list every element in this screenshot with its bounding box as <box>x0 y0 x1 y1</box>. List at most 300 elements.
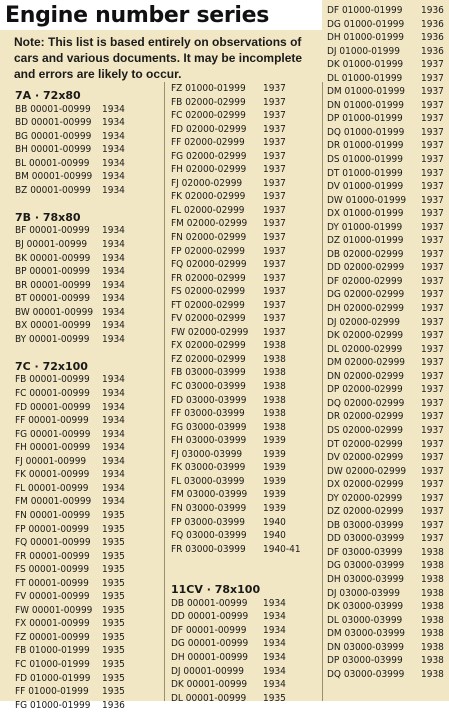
series-year: 1937 <box>263 232 286 244</box>
series-year: 1937 <box>421 154 444 166</box>
engine-number-range: FL 00001-00999 <box>15 482 89 494</box>
engine-number-range: FF 03000-03999 <box>171 408 245 420</box>
series-row <box>15 306 125 320</box>
series-row <box>15 224 125 238</box>
series-row <box>15 617 125 631</box>
series-year: 1940 <box>263 516 286 528</box>
engine-number-range: DV 02000-02999 <box>327 452 404 464</box>
engine-number-range: FF 00001-00999 <box>15 415 89 427</box>
series-row <box>15 495 125 509</box>
series-row <box>171 692 286 706</box>
series-row <box>15 252 125 266</box>
engine-number-range: DK 00001-00999 <box>171 679 248 691</box>
series-year: 1937 <box>421 533 444 545</box>
series-row <box>15 644 125 658</box>
series-row <box>15 590 125 604</box>
series-year: 1939 <box>263 502 286 514</box>
series-year: 1937 <box>421 452 444 464</box>
series-year: 1936 <box>102 699 125 711</box>
series-year: 1934 <box>102 117 125 129</box>
engine-number-range: FL 03000-03999 <box>171 475 245 487</box>
series-year: 1937 <box>263 204 286 216</box>
engine-number-range: BL 00001-00999 <box>15 157 90 169</box>
series-year: 1934 <box>263 679 286 691</box>
engine-number-range: FP 02000-02999 <box>171 245 245 257</box>
series-year: 1935 <box>102 672 125 684</box>
series-year: 1937 <box>263 299 286 311</box>
series-year: 1937 <box>421 397 444 409</box>
series-row <box>15 116 125 130</box>
engine-number-range: FT 02000-02999 <box>171 299 245 311</box>
engine-number-range: DL 01000-01999 <box>327 72 403 84</box>
series-row <box>15 319 125 333</box>
series-row <box>171 678 286 692</box>
engine-type-heading: 7A · 72x80 <box>15 89 81 102</box>
engine-number-range: BG 00001-00999 <box>15 130 92 142</box>
engine-number-range: DR 01000-01999 <box>327 140 404 152</box>
series-year: 1938 <box>421 546 444 558</box>
series-year: 1934 <box>102 157 125 169</box>
series-year: 1935 <box>102 645 125 657</box>
series-row <box>15 550 125 564</box>
series-year: 1934 <box>102 374 125 386</box>
engine-number-range: DQ 02000-02999 <box>327 397 405 409</box>
series-row <box>15 455 125 469</box>
column-divider-1 <box>164 82 165 701</box>
engine-number-range: FV 00001-00999 <box>15 591 90 603</box>
engine-number-range: FJ 02000-02999 <box>171 177 243 189</box>
series-row <box>171 136 286 150</box>
series-year: 1937 <box>421 289 444 301</box>
series-row <box>15 685 125 699</box>
series-row <box>171 312 286 326</box>
engine-number-range: FQ 02000-02999 <box>171 259 247 271</box>
series-year: 1937 <box>421 370 444 382</box>
series-row <box>15 157 125 171</box>
series-year: 1938 <box>263 421 286 433</box>
series-year: 1938 <box>263 381 286 393</box>
series-year: 1937 <box>421 140 444 152</box>
series-row <box>15 265 125 279</box>
series-year: 1938 <box>421 560 444 572</box>
series-row <box>171 245 286 259</box>
engine-number-range: DJ 03000-03999 <box>327 587 400 599</box>
series-year: 1939 <box>263 475 286 487</box>
series-year: 1937 <box>263 218 286 230</box>
series-year: 1935 <box>102 618 125 630</box>
series-year: 1935 <box>102 550 125 562</box>
engine-number-range: DB 00001-00999 <box>171 597 248 609</box>
engine-number-range: FZ 00001-00999 <box>15 631 90 643</box>
engine-number-range: FK 00001-00999 <box>15 469 90 481</box>
series-row <box>171 109 286 123</box>
series-year: 1940 <box>263 530 286 542</box>
engine-number-range: FF 02000-02999 <box>171 137 245 149</box>
series-year: 1934 <box>263 597 286 609</box>
series-year: 1939 <box>263 489 286 501</box>
engine-number-range: DM 01000-01999 <box>327 86 406 98</box>
series-year: 1935 <box>102 523 125 535</box>
series-year: 1939 <box>263 462 286 474</box>
series-year: 1935 <box>102 604 125 616</box>
series-row <box>15 238 125 252</box>
series-year: 1938 <box>421 573 444 585</box>
engine-number-range: DT 02000-02999 <box>327 438 403 450</box>
series-year: 1935 <box>102 686 125 698</box>
series-column-1 <box>15 89 125 712</box>
series-year: 1937 <box>263 110 286 122</box>
engine-number-range: FB 03000-03999 <box>171 367 246 379</box>
engine-number-range: DN 02000-02999 <box>327 370 404 382</box>
engine-number-range: FM 03000-03999 <box>171 489 248 501</box>
engine-number-range: FH 03000-03999 <box>171 435 247 447</box>
series-year: 1938 <box>421 601 444 613</box>
series-row <box>15 143 125 157</box>
series-row <box>171 217 286 231</box>
series-row <box>15 279 125 293</box>
series-year: 1934 <box>102 293 125 305</box>
series-year: 1937 <box>421 506 444 518</box>
engine-number-range: DT 01000-01999 <box>327 167 403 179</box>
series-year: 1934 <box>102 455 125 467</box>
series-year: 1937 <box>421 194 444 206</box>
engine-number-range: FZ 01000-01999 <box>171 83 246 94</box>
series-year: 1934 <box>263 665 286 677</box>
series-year: 1935 <box>102 509 125 521</box>
engine-number-range: DD 00001-00999 <box>171 611 249 623</box>
series-year: 1934 <box>263 638 286 650</box>
series-row <box>171 448 286 462</box>
series-year: 1934 <box>102 482 125 494</box>
engine-number-range: DQ 03000-03999 <box>327 668 405 680</box>
engine-number-range: FM 00001-00999 <box>15 496 92 508</box>
engine-number-range: BF 00001-00999 <box>15 225 90 237</box>
series-year: 1934 <box>102 130 125 142</box>
series-year: 1934 <box>102 184 125 196</box>
series-row <box>171 597 286 611</box>
series-year: 1939 <box>263 435 286 447</box>
series-row <box>15 292 125 306</box>
engine-number-range: FJ 03000-03999 <box>171 448 243 460</box>
engine-number-range: DP 01000-01999 <box>327 113 403 125</box>
engine-number-range: FG 00001-00999 <box>15 428 91 440</box>
engine-number-range: DK 03000-03999 <box>327 601 404 613</box>
engine-number-range: DQ 01000-01999 <box>327 126 405 138</box>
series-row <box>15 103 125 117</box>
engine-number-range: FS 00001-00999 <box>15 564 90 576</box>
series-row <box>171 190 286 204</box>
series-row <box>171 624 286 638</box>
engine-number-range: FP 03000-03999 <box>171 516 245 528</box>
series-year: 1937 <box>263 96 286 108</box>
series-year: 1937 <box>421 384 444 396</box>
series-row <box>15 672 125 686</box>
series-year: 1937 <box>421 492 444 504</box>
engine-number-range: FG 01000-01999 <box>15 699 91 711</box>
series-year: 1938 <box>421 641 444 653</box>
engine-number-range: DH 01000-01999 <box>327 32 405 44</box>
engine-number-range: DB 02000-02999 <box>327 248 404 260</box>
engine-number-range: FC 02000-02999 <box>171 110 246 122</box>
series-year: 1937 <box>421 357 444 369</box>
series-year: 1937 <box>263 245 286 257</box>
series-row <box>15 577 125 591</box>
series-year: 1934 <box>102 266 125 278</box>
engine-number-range: BX 00001-00999 <box>15 320 91 332</box>
engine-number-range: DM 02000-02999 <box>327 357 406 369</box>
engine-number-range: DR 02000-02999 <box>327 411 404 423</box>
series-year: 1937 <box>421 330 444 342</box>
engine-number-range: DP 02000-02999 <box>327 384 403 396</box>
engine-number-range: DJ 01000-01999 <box>327 45 400 57</box>
series-row <box>171 258 286 272</box>
series-year: 1936 <box>421 32 444 44</box>
engine-number-range: FJ 00001-00999 <box>15 455 87 467</box>
engine-number-range: DK 02000-02999 <box>327 330 404 342</box>
series-year: 1936 <box>421 5 444 16</box>
series-row <box>171 299 286 313</box>
series-row <box>15 184 125 198</box>
series-row <box>15 563 125 577</box>
engine-number-range: BD 00001-00999 <box>15 117 92 129</box>
engine-number-range: DF 03000-03999 <box>327 546 403 558</box>
engine-number-range: BH 00001-00999 <box>15 144 92 156</box>
series-year: 1934 <box>102 252 125 264</box>
engine-number-range: DG 03000-03999 <box>327 560 405 572</box>
series-year: 1934 <box>102 469 125 481</box>
series-year: 1937 <box>263 259 286 271</box>
series-year: 1934 <box>263 651 286 663</box>
engine-type-heading: 7B · 78x80 <box>15 210 81 224</box>
series-year: 1938 <box>263 367 286 379</box>
spacer <box>15 197 88 211</box>
series-year: 1937 <box>421 262 444 274</box>
engine-number-range: FX 02000-02999 <box>171 340 246 352</box>
engine-number-range: FW 00001-00999 <box>15 604 93 616</box>
series-row <box>171 231 286 245</box>
series-year: 1934 <box>102 239 125 251</box>
series-row <box>171 82 286 96</box>
series-year: 1937 <box>421 167 444 179</box>
series-row <box>15 658 125 672</box>
series-year: 1937 <box>263 123 286 135</box>
series-year: 1937 <box>421 316 444 328</box>
series-year: 1938 <box>421 628 444 640</box>
engine-number-range: FD 03000-03999 <box>171 394 247 406</box>
series-year: 1935 <box>263 692 286 704</box>
engine-number-range: FF 01000-01999 <box>15 686 89 698</box>
series-year: 1936 <box>421 45 444 57</box>
series-year: 1937 <box>421 59 444 71</box>
spacer <box>171 570 260 584</box>
engine-number-range: DY 01000-01999 <box>327 221 403 233</box>
series-row <box>171 407 286 421</box>
series-row <box>171 461 286 475</box>
engine-number-range: FZ 02000-02999 <box>171 353 246 365</box>
series-row <box>15 631 125 645</box>
engine-number-range: BY 00001-00999 <box>15 333 90 345</box>
engine-number-range: FC 00001-00999 <box>15 388 90 400</box>
engine-number-range: FB 01000-01999 <box>15 645 90 657</box>
series-row <box>171 516 286 530</box>
series-year: 1937 <box>263 191 286 203</box>
engine-type-heading: 11CV · 78x100 <box>171 583 261 597</box>
series-year: 1934 <box>102 401 125 413</box>
series-year: 1934 <box>102 442 125 454</box>
series-year: 1935 <box>102 564 125 576</box>
series-year: 1937 <box>263 83 286 94</box>
engine-number-range: DW 02000-02999 <box>327 465 407 477</box>
engine-number-range: DF 00001-00999 <box>171 624 247 636</box>
engine-number-range: BM 00001-00999 <box>15 171 93 183</box>
series-year: 1934 <box>102 415 125 427</box>
series-year: 1934 <box>102 306 125 318</box>
spacer <box>171 556 260 570</box>
series-row <box>15 699 125 712</box>
series-row <box>171 488 286 502</box>
series-row <box>15 509 125 523</box>
series-year: 1940-41 <box>263 543 301 555</box>
series-year: 1937 <box>263 164 286 176</box>
engine-number-range: DF 01000-01999 <box>327 5 403 16</box>
engine-number-range: FQ 03000-03999 <box>171 530 247 542</box>
series-year: 1937 <box>263 313 286 325</box>
engine-number-range: DB 03000-03999 <box>327 519 404 531</box>
series-row <box>15 468 125 482</box>
series-row <box>171 502 286 516</box>
series-year: 1937 <box>421 424 444 436</box>
series-year: 1937 <box>421 248 444 260</box>
series-row <box>171 380 286 394</box>
series-year: 1934 <box>102 279 125 291</box>
engine-number-range: FS 02000-02999 <box>171 286 246 298</box>
engine-number-range: DG 01000-01999 <box>327 18 405 30</box>
series-year: 1937 <box>421 438 444 450</box>
column-divider-2 <box>322 82 323 701</box>
series-year: 1937 <box>263 272 286 284</box>
series-year: 1934 <box>102 388 125 400</box>
series-year: 1935 <box>102 577 125 589</box>
series-year: 1934 <box>102 428 125 440</box>
engine-number-range: DX 01000-01999 <box>327 208 404 220</box>
series-row <box>171 285 286 299</box>
engine-number-range: FR 02000-02999 <box>171 272 246 284</box>
series-row <box>171 610 286 624</box>
series-row <box>171 394 286 408</box>
series-year: 1934 <box>102 171 125 183</box>
series-column-2 <box>171 82 301 705</box>
engine-number-range: FK 02000-02999 <box>171 191 246 203</box>
engine-number-range: FN 02000-02999 <box>171 232 247 244</box>
engine-number-range: DZ 01000-01999 <box>327 235 404 247</box>
series-year: 1937 <box>421 479 444 491</box>
series-year: 1934 <box>263 611 286 623</box>
series-year: 1937 <box>421 72 444 84</box>
series-row <box>15 130 125 144</box>
series-year: 1938 <box>263 340 286 352</box>
series-year: 1934 <box>102 496 125 508</box>
engine-number-range: FG 02000-02999 <box>171 150 247 162</box>
series-year: 1937 <box>263 286 286 298</box>
engine-number-range: DJ 00001-00999 <box>171 665 244 677</box>
series-year: 1938 <box>421 614 444 626</box>
series-year: 1937 <box>421 465 444 477</box>
series-row <box>171 651 286 665</box>
engine-type-heading: 7C · 72x100 <box>15 359 88 373</box>
engine-number-range: DZ 02000-02999 <box>327 506 404 518</box>
series-row <box>15 414 125 428</box>
series-row <box>171 150 286 164</box>
series-year: 1934 <box>263 624 286 636</box>
series-row <box>171 529 286 543</box>
series-row <box>15 387 125 401</box>
series-row <box>171 204 286 218</box>
spacer <box>15 346 88 360</box>
series-year: 1934 <box>102 103 125 115</box>
engine-number-range: FD 00001-00999 <box>15 401 91 413</box>
engine-number-range: FW 02000-02999 <box>171 326 249 338</box>
series-row <box>15 401 125 415</box>
engine-number-range: BP 00001-00999 <box>15 266 90 278</box>
series-year: 1937 <box>421 235 444 247</box>
engine-number-range: DD 02000-02999 <box>327 262 405 274</box>
engine-number-range: BB 00001-00999 <box>15 103 91 115</box>
series-row <box>171 353 286 367</box>
series-row <box>171 163 286 177</box>
engine-number-range: FT 00001-00999 <box>15 577 89 589</box>
series-row <box>15 373 125 387</box>
series-row <box>171 434 286 448</box>
series-year: 1935 <box>102 537 125 549</box>
engine-number-range: FN 03000-03999 <box>171 502 247 514</box>
engine-number-range: DY 02000-02999 <box>327 492 403 504</box>
series-row <box>15 482 125 496</box>
series-row <box>15 170 125 184</box>
series-row <box>171 123 286 137</box>
series-year: 1937 <box>421 126 444 138</box>
series-year: 1937 <box>421 99 444 111</box>
series-year: 1935 <box>102 631 125 643</box>
engine-number-range: FB 02000-02999 <box>171 96 246 108</box>
engine-number-range: FD 02000-02999 <box>171 123 247 135</box>
engine-number-range: DH 02000-02999 <box>327 303 405 315</box>
series-year: 1937 <box>421 113 444 125</box>
engine-number-range: FR 03000-03999 <box>171 543 246 555</box>
engine-number-range: DH 03000-03999 <box>327 573 405 585</box>
engine-number-range: DX 02000-02999 <box>327 479 404 491</box>
engine-number-range: FX 00001-00999 <box>15 618 90 630</box>
engine-number-range: BJ 00001-00999 <box>15 239 88 251</box>
engine-number-range: DV 01000-01999 <box>327 181 404 193</box>
engine-number-range: BT 00001-00999 <box>15 293 90 305</box>
engine-number-range: FD 01000-01999 <box>15 672 91 684</box>
engine-number-range: DN 01000-01999 <box>327 99 404 111</box>
engine-number-range: FN 00001-00999 <box>15 509 91 521</box>
series-year: 1934 <box>102 333 125 345</box>
series-year: 1937 <box>421 181 444 193</box>
engine-number-range: BK 00001-00999 <box>15 252 91 264</box>
engine-number-range: DG 02000-02999 <box>327 289 405 301</box>
engine-number-range: DK 01000-01999 <box>327 59 404 71</box>
series-row <box>171 421 286 435</box>
series-year: 1934 <box>102 320 125 332</box>
engine-number-range: FC 01000-01999 <box>15 658 90 670</box>
engine-number-range: BR 00001-00999 <box>15 279 91 291</box>
engine-number-range: FR 00001-00999 <box>15 550 90 562</box>
series-year: 1938 <box>421 587 444 599</box>
series-row <box>15 441 125 455</box>
engine-number-range: FM 02000-02999 <box>171 218 248 230</box>
